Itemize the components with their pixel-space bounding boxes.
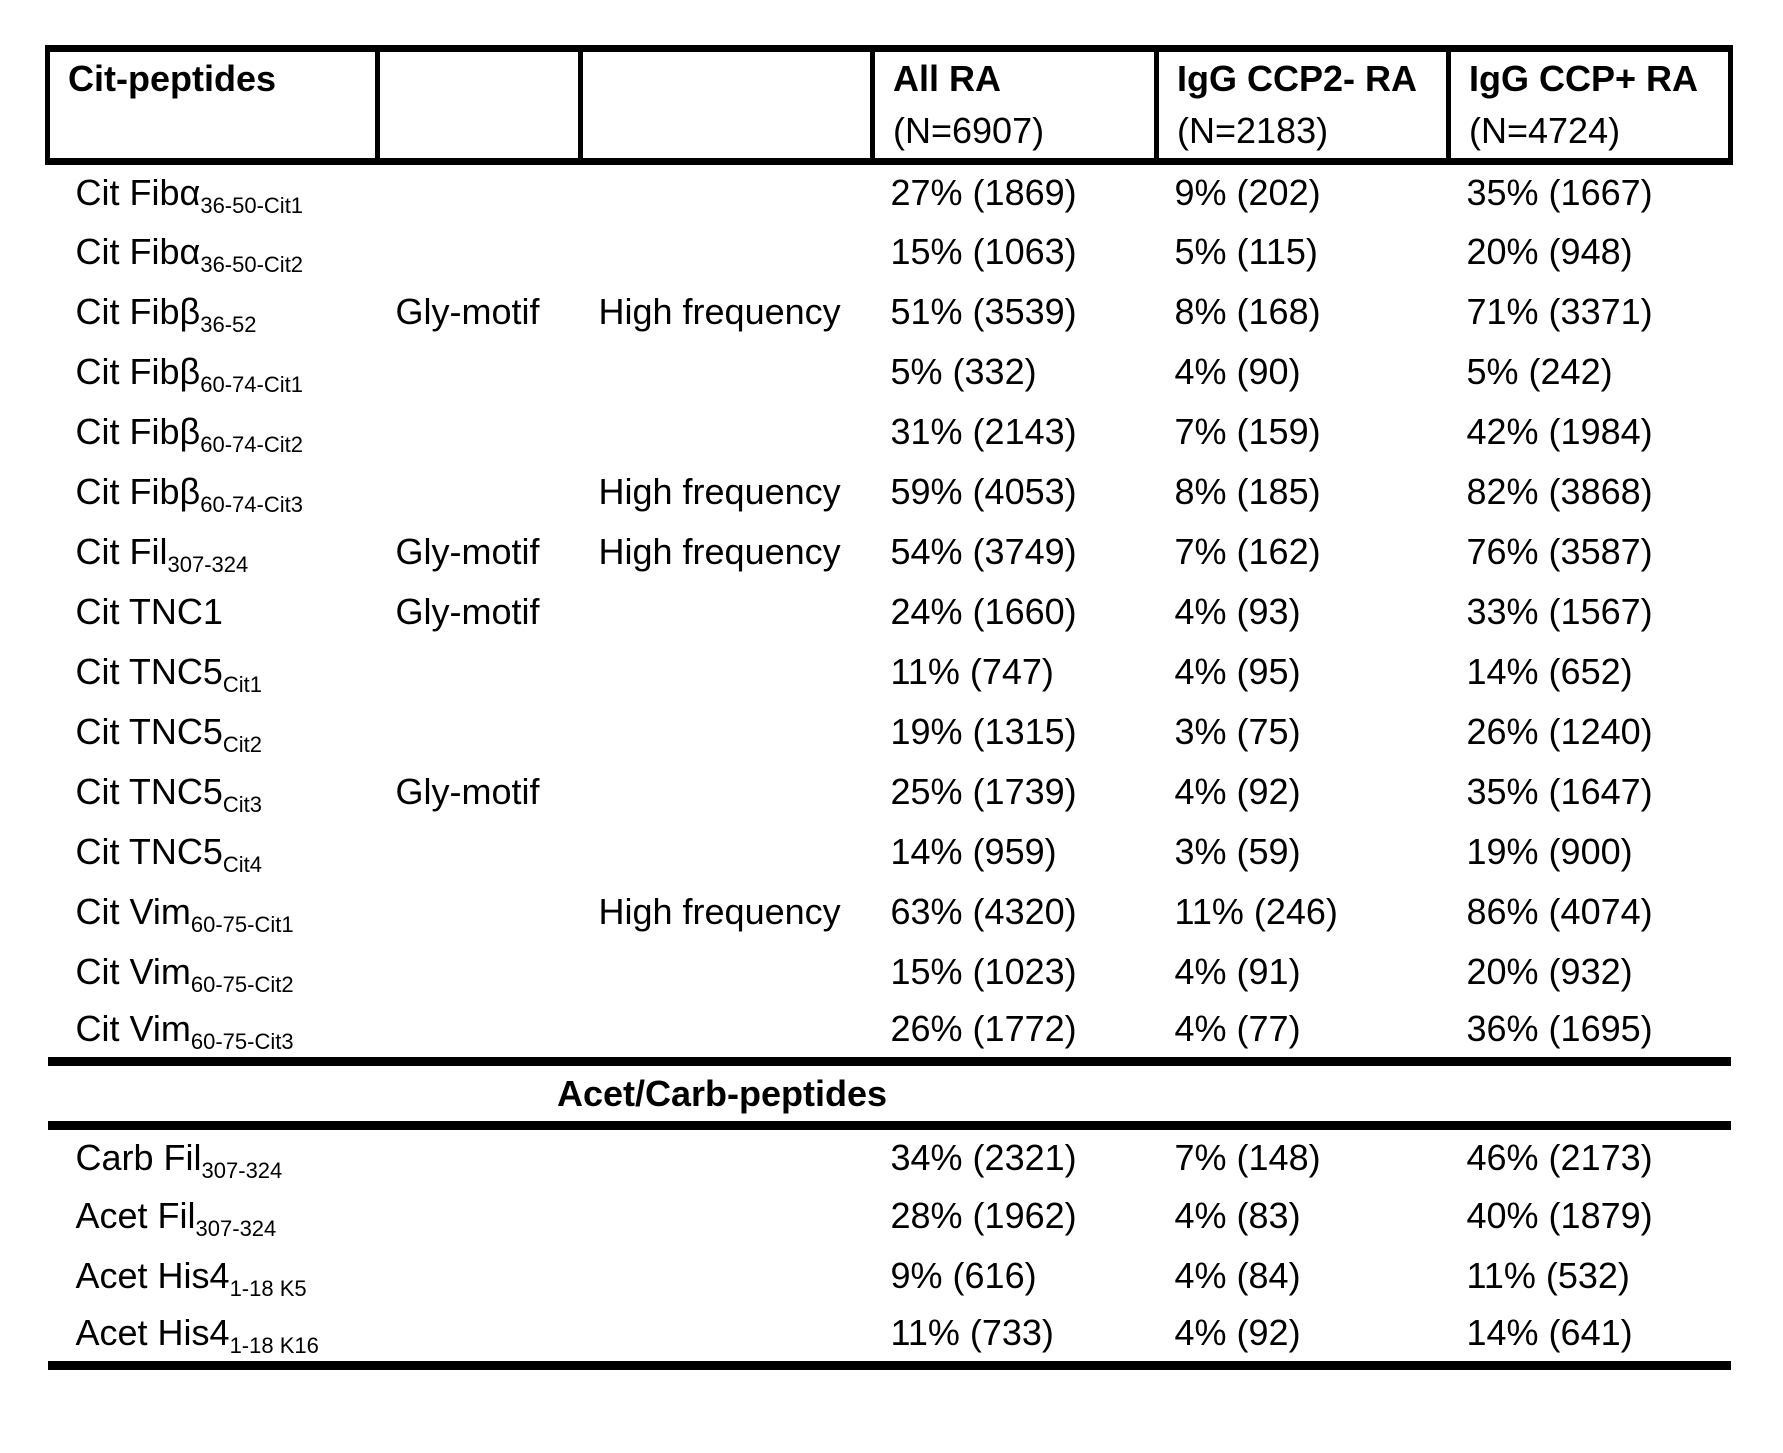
all-ra-value: 27% (1869) [890, 172, 1077, 214]
ccp2-neg-value: 7% (162) [1174, 530, 1321, 572]
gly-motif-cell [378, 582, 581, 642]
ccp2-neg-value: 4% (77) [1174, 1008, 1301, 1050]
gly-motif-label: Gly-motif [395, 290, 540, 332]
peptide-name-cell [48, 282, 378, 342]
peptide-subscript: 1-18 K16 [229, 1333, 319, 1359]
frequency-cell [581, 1126, 873, 1186]
gly-motif-cell [378, 642, 581, 702]
all-ra-value-cell [873, 162, 1157, 222]
peptide-name: Cit Fibβ [75, 350, 201, 392]
all-ra-value-cell [873, 822, 1157, 882]
all-ra-value-cell [873, 582, 1157, 642]
table-row [48, 1002, 1731, 1062]
section-title: Acet/Carb-peptides [48, 1062, 1731, 1126]
peptide-subscript: 36-52 [200, 311, 257, 337]
ccp2-neg-value-cell [1157, 822, 1449, 882]
ccp-pos-value-cell [1449, 282, 1731, 342]
table-row [48, 462, 1731, 522]
ccp-pos-value-cell [1449, 1186, 1731, 1246]
table-row [48, 342, 1731, 402]
high-frequency-label: High frequency [598, 890, 841, 932]
peptide-name-cell [48, 642, 378, 702]
peptide-subscript: 60-74-Cit1 [200, 371, 303, 397]
peptide-name: Cit Fibα [75, 172, 201, 214]
peptide-name: Cit Fibβ [75, 470, 201, 512]
peptide-name: Cit Fil [75, 530, 168, 572]
table-row [48, 162, 1731, 222]
all-ra-value-cell [873, 882, 1157, 942]
peptide-name-cell [48, 822, 378, 882]
frequency-cell [581, 582, 873, 642]
peptide-name: Cit TNC5 [75, 650, 223, 692]
peptide-subscript: 36-50-Cit1 [200, 193, 304, 219]
ccp2-neg-value: 3% (59) [1174, 830, 1301, 872]
ccp-pos-value-cell [1449, 1246, 1731, 1306]
ccp-pos-value: 14% (652) [1466, 650, 1633, 692]
ccp2-neg-value-cell [1157, 1126, 1449, 1186]
frequency-cell [581, 642, 873, 702]
column-n-all-ra: (N=6907) [893, 110, 1045, 151]
ccp-pos-value-cell [1449, 222, 1731, 282]
peptide-name: Cit TNC5 [75, 770, 223, 812]
gly-motif-cell [378, 462, 581, 522]
frequency-cell [581, 222, 873, 282]
ccp-pos-value: 35% (1647) [1466, 770, 1653, 812]
all-ra-value-cell [873, 942, 1157, 1002]
ccp2-neg-value-cell [1157, 222, 1449, 282]
ccp-pos-value: 20% (932) [1466, 950, 1633, 992]
table-row [48, 282, 1731, 342]
all-ra-value: 15% (1063) [890, 230, 1077, 272]
all-ra-value: 26% (1772) [890, 1008, 1077, 1050]
peptide-name-cell [48, 882, 378, 942]
ccp-pos-value-cell [1449, 462, 1731, 522]
peptide-subscript: 60-75-Cit3 [190, 1029, 294, 1055]
frequency-cell [581, 462, 873, 522]
gly-motif-cell [378, 762, 581, 822]
ccp-pos-value-cell [1449, 882, 1731, 942]
header-cell-empty-2 [581, 49, 873, 162]
ccp-pos-value: 35% (1667) [1466, 172, 1653, 214]
ccp-pos-value: 46% (2173) [1466, 1136, 1653, 1178]
all-ra-value: 31% (2143) [890, 410, 1077, 452]
ccp-pos-value-cell [1449, 522, 1731, 582]
ccp-pos-value-cell [1449, 942, 1731, 1002]
peptide-name-cell [48, 162, 378, 222]
peptide-name-cell [48, 1246, 378, 1306]
gly-motif-cell [378, 702, 581, 762]
ccp-pos-value: 86% (4074) [1466, 890, 1653, 932]
gly-motif-cell [378, 1306, 581, 1366]
all-ra-value: 34% (2321) [890, 1136, 1077, 1178]
ccp-pos-value-cell [1449, 642, 1731, 702]
ccp-pos-value: 76% (3587) [1466, 530, 1653, 572]
all-ra-value-cell [873, 522, 1157, 582]
ccp-pos-value-cell [1449, 1002, 1731, 1062]
ccp2-neg-value-cell [1157, 1246, 1449, 1306]
peptide-name: Cit TNC1 [75, 590, 223, 632]
table-row [48, 1186, 1731, 1246]
ccp2-neg-value: 4% (92) [1174, 770, 1301, 812]
ccp2-neg-value-cell [1157, 882, 1449, 942]
peptide-name: Cit Vim [75, 950, 191, 992]
ccp-pos-value: 40% (1879) [1466, 1194, 1653, 1236]
peptide-name-cell [48, 522, 378, 582]
ccp2-neg-value: 7% (159) [1174, 410, 1321, 452]
ccp2-neg-value: 4% (90) [1174, 350, 1301, 392]
ccp2-neg-value-cell [1157, 762, 1449, 822]
all-ra-value: 25% (1739) [890, 770, 1077, 812]
gly-motif-cell [378, 1246, 581, 1306]
all-ra-value: 11% (733) [890, 1312, 1054, 1354]
peptide-name-cell [48, 402, 378, 462]
gly-motif-label: Gly-motif [395, 530, 540, 572]
peptide-subscript: 36-50-Cit2 [200, 251, 304, 277]
frequency-cell [581, 1002, 873, 1062]
peptide-subscript: Cit4 [222, 851, 262, 877]
gly-motif-cell [378, 942, 581, 1002]
high-frequency-label: High frequency [598, 530, 841, 572]
ccp2-neg-value: 8% (185) [1174, 470, 1321, 512]
peptide-name: Cit Vim [75, 890, 191, 932]
all-ra-value-cell [873, 342, 1157, 402]
ccp2-neg-value: 8% (168) [1174, 290, 1321, 332]
all-ra-value: 51% (3539) [890, 290, 1077, 332]
peptide-subscript: 307-324 [201, 1157, 283, 1183]
ccp-pos-value: 36% (1695) [1466, 1008, 1653, 1050]
table-row [48, 522, 1731, 582]
frequency-cell [581, 1306, 873, 1366]
all-ra-value-cell [873, 762, 1157, 822]
frequency-cell [581, 882, 873, 942]
all-ra-value-cell [873, 222, 1157, 282]
ccp2-neg-value-cell [1157, 702, 1449, 762]
peptide-name-cell [48, 1002, 378, 1062]
peptide-subscript: 1-18 K5 [229, 1275, 307, 1301]
peptide-name-cell [48, 222, 378, 282]
table-row [48, 762, 1731, 822]
ccp-pos-value-cell [1449, 702, 1731, 762]
peptide-name: Cit TNC5 [75, 830, 223, 872]
ccp-pos-value-cell [1449, 582, 1731, 642]
peptide-name-cell [48, 762, 378, 822]
ccp2-neg-value-cell [1157, 162, 1449, 222]
all-ra-value: 15% (1023) [890, 950, 1077, 992]
all-ra-value-cell [873, 402, 1157, 462]
section-row-acet-carb [48, 1062, 1731, 1126]
ccp2-neg-value: 5% (115) [1174, 230, 1318, 272]
ccp2-neg-value-cell [1157, 582, 1449, 642]
all-ra-value: 5% (332) [890, 350, 1037, 392]
table-row [48, 1246, 1731, 1306]
gly-motif-cell [378, 402, 581, 462]
peptide-frequency-table [45, 45, 1733, 1370]
all-ra-value-cell [873, 1186, 1157, 1246]
column-n-ccp-pos: (N=4724) [1469, 110, 1621, 151]
frequency-cell [581, 342, 873, 402]
peptide-subscript: Cit3 [222, 791, 262, 817]
gly-motif-cell [378, 1126, 581, 1186]
ccp2-neg-value: 3% (75) [1174, 710, 1301, 752]
ccp2-neg-value-cell [1157, 282, 1449, 342]
ccp2-neg-value-cell [1157, 642, 1449, 702]
peptide-name-cell [48, 1186, 378, 1246]
peptide-name-cell [48, 1126, 378, 1186]
all-ra-value: 11% (747) [890, 650, 1054, 692]
gly-motif-cell [378, 1186, 581, 1246]
high-frequency-label: High frequency [598, 470, 841, 512]
gly-motif-cell [378, 822, 581, 882]
peptide-subscript: 60-74-Cit3 [200, 491, 303, 517]
all-ra-value: 63% (4320) [890, 890, 1077, 932]
peptide-name-cell [48, 462, 378, 522]
table-header [48, 49, 1731, 162]
peptide-name: Acet Fil [75, 1194, 196, 1236]
frequency-cell [581, 162, 873, 222]
all-ra-value: 19% (1315) [890, 710, 1077, 752]
table-row [48, 702, 1731, 762]
all-ra-value: 24% (1660) [890, 590, 1077, 632]
all-ra-value-cell [873, 1306, 1157, 1366]
frequency-cell [581, 702, 873, 762]
gly-motif-label: Gly-motif [395, 770, 540, 812]
peptide-name: Acet His4 [75, 1312, 230, 1354]
peptide-subscript: 60-75-Cit1 [190, 911, 294, 937]
peptide-name-cell [48, 942, 378, 1002]
ccp-pos-value: 14% (641) [1466, 1312, 1633, 1354]
all-ra-value-cell [873, 642, 1157, 702]
ccp2-neg-value: 4% (84) [1174, 1254, 1301, 1296]
column-title-ccp2-neg: IgG CCP2- RA [1177, 58, 1418, 99]
ccp-pos-value: 33% (1567) [1466, 590, 1653, 632]
all-ra-value-cell [873, 1002, 1157, 1062]
ccp2-neg-value: 4% (83) [1174, 1194, 1301, 1236]
header-cell-ccp2-neg [1157, 49, 1449, 162]
header-row [48, 49, 1731, 162]
header-cell-all-ra [873, 49, 1157, 162]
gly-motif-cell [378, 162, 581, 222]
ccp2-neg-value-cell [1157, 1306, 1449, 1366]
ccp2-neg-value: 7% (148) [1174, 1136, 1321, 1178]
peptide-subscript: 307-324 [195, 1215, 277, 1241]
column-title-ccp-pos: IgG CCP+ RA [1469, 58, 1699, 99]
frequency-cell [581, 282, 873, 342]
peptide-name-cell [48, 702, 378, 762]
ccp-pos-value-cell [1449, 1126, 1731, 1186]
ccp2-neg-value-cell [1157, 402, 1449, 462]
ccp2-neg-value-cell [1157, 522, 1449, 582]
ccp2-neg-value-cell [1157, 1186, 1449, 1246]
peptide-name: Cit Fibβ [75, 410, 201, 452]
gly-motif-cell [378, 522, 581, 582]
frequency-cell [581, 942, 873, 1002]
gly-motif-cell [378, 282, 581, 342]
table-row [48, 642, 1731, 702]
ccp2-neg-value-cell [1157, 462, 1449, 522]
table-row [48, 942, 1731, 1002]
peptide-subscript: Cit2 [222, 731, 262, 757]
gly-motif-cell [378, 222, 581, 282]
frequency-cell [581, 1246, 873, 1306]
gly-motif-cell [378, 342, 581, 402]
column-title-all-ra: All RA [893, 58, 1001, 99]
all-ra-value: 14% (959) [890, 830, 1057, 872]
column-title-cit-peptides: Cit-peptides [68, 58, 277, 99]
header-cell-ccp-pos [1449, 49, 1731, 162]
ccp-pos-value: 82% (3868) [1466, 470, 1653, 512]
gly-motif-cell [378, 1002, 581, 1062]
ccp2-neg-value: 9% (202) [1174, 172, 1321, 214]
all-ra-value-cell [873, 462, 1157, 522]
peptide-name-cell [48, 342, 378, 402]
peptide-name: Cit TNC5 [75, 710, 223, 752]
cit-peptides-rows [48, 162, 1731, 1062]
peptide-name: Cit Fibβ [75, 290, 201, 332]
peptide-name: Cit Vim [75, 1008, 191, 1050]
frequency-cell [581, 402, 873, 462]
acet-carb-rows [48, 1126, 1731, 1366]
ccp-pos-value: 26% (1240) [1466, 710, 1653, 752]
peptide-subscript: 307-324 [167, 551, 249, 577]
header-cell-empty-1 [378, 49, 581, 162]
table-row [48, 1306, 1731, 1366]
peptide-name-cell [48, 582, 378, 642]
ccp-pos-value: 20% (948) [1466, 230, 1633, 272]
ccp2-neg-value-cell [1157, 342, 1449, 402]
ccp2-neg-value: 4% (93) [1174, 590, 1301, 632]
ccp-pos-value-cell [1449, 762, 1731, 822]
all-ra-value-cell [873, 1246, 1157, 1306]
table-row [48, 222, 1731, 282]
ccp-pos-value-cell [1449, 402, 1731, 462]
peptide-subscript: 60-74-Cit2 [200, 431, 303, 457]
all-ra-value: 28% (1962) [890, 1194, 1077, 1236]
all-ra-value: 9% (616) [890, 1254, 1037, 1296]
all-ra-value: 59% (4053) [890, 470, 1077, 512]
column-n-ccp2-neg: (N=2183) [1177, 110, 1329, 151]
all-ra-value-cell [873, 702, 1157, 762]
all-ra-value-cell [873, 282, 1157, 342]
frequency-cell [581, 822, 873, 882]
ccp2-neg-value: 11% (246) [1174, 890, 1338, 932]
ccp-pos-value: 11% (532) [1466, 1254, 1630, 1296]
table-row [48, 402, 1731, 462]
ccp2-neg-value-cell [1157, 942, 1449, 1002]
gly-motif-label: Gly-motif [395, 590, 540, 632]
ccp-pos-value: 19% (900) [1466, 830, 1633, 872]
peptide-name: Cit Fibα [75, 230, 201, 272]
ccp-pos-value-cell [1449, 1306, 1731, 1366]
table-row [48, 582, 1731, 642]
ccp-pos-value: 5% (242) [1466, 350, 1613, 392]
gly-motif-cell [378, 882, 581, 942]
table-row [48, 882, 1731, 942]
ccp-pos-value: 42% (1984) [1466, 410, 1653, 452]
peptide-name-cell [48, 1306, 378, 1366]
all-ra-value: 54% (3749) [890, 530, 1077, 572]
peptide-name: Carb Fil [75, 1136, 202, 1178]
peptide-subscript: Cit1 [222, 671, 262, 697]
frequency-cell [581, 762, 873, 822]
table-row [48, 822, 1731, 882]
table-row [48, 1126, 1731, 1186]
peptide-subscript: 60-75-Cit2 [190, 971, 294, 997]
frequency-cell [581, 1186, 873, 1246]
ccp-pos-value: 71% (3371) [1466, 290, 1653, 332]
all-ra-value-cell [873, 1126, 1157, 1186]
ccp-pos-value-cell [1449, 822, 1731, 882]
header-cell-cit-peptides [48, 49, 378, 162]
ccp-pos-value-cell [1449, 162, 1731, 222]
high-frequency-label: High frequency [598, 290, 841, 332]
ccp2-neg-value: 4% (91) [1174, 950, 1301, 992]
ccp2-neg-value: 4% (95) [1174, 650, 1301, 692]
section-divider [48, 1062, 1731, 1126]
ccp-pos-value-cell [1449, 342, 1731, 402]
peptide-name: Acet His4 [75, 1254, 230, 1296]
ccp2-neg-value-cell [1157, 1002, 1449, 1062]
frequency-cell [581, 522, 873, 582]
ccp2-neg-value: 4% (92) [1174, 1312, 1301, 1354]
